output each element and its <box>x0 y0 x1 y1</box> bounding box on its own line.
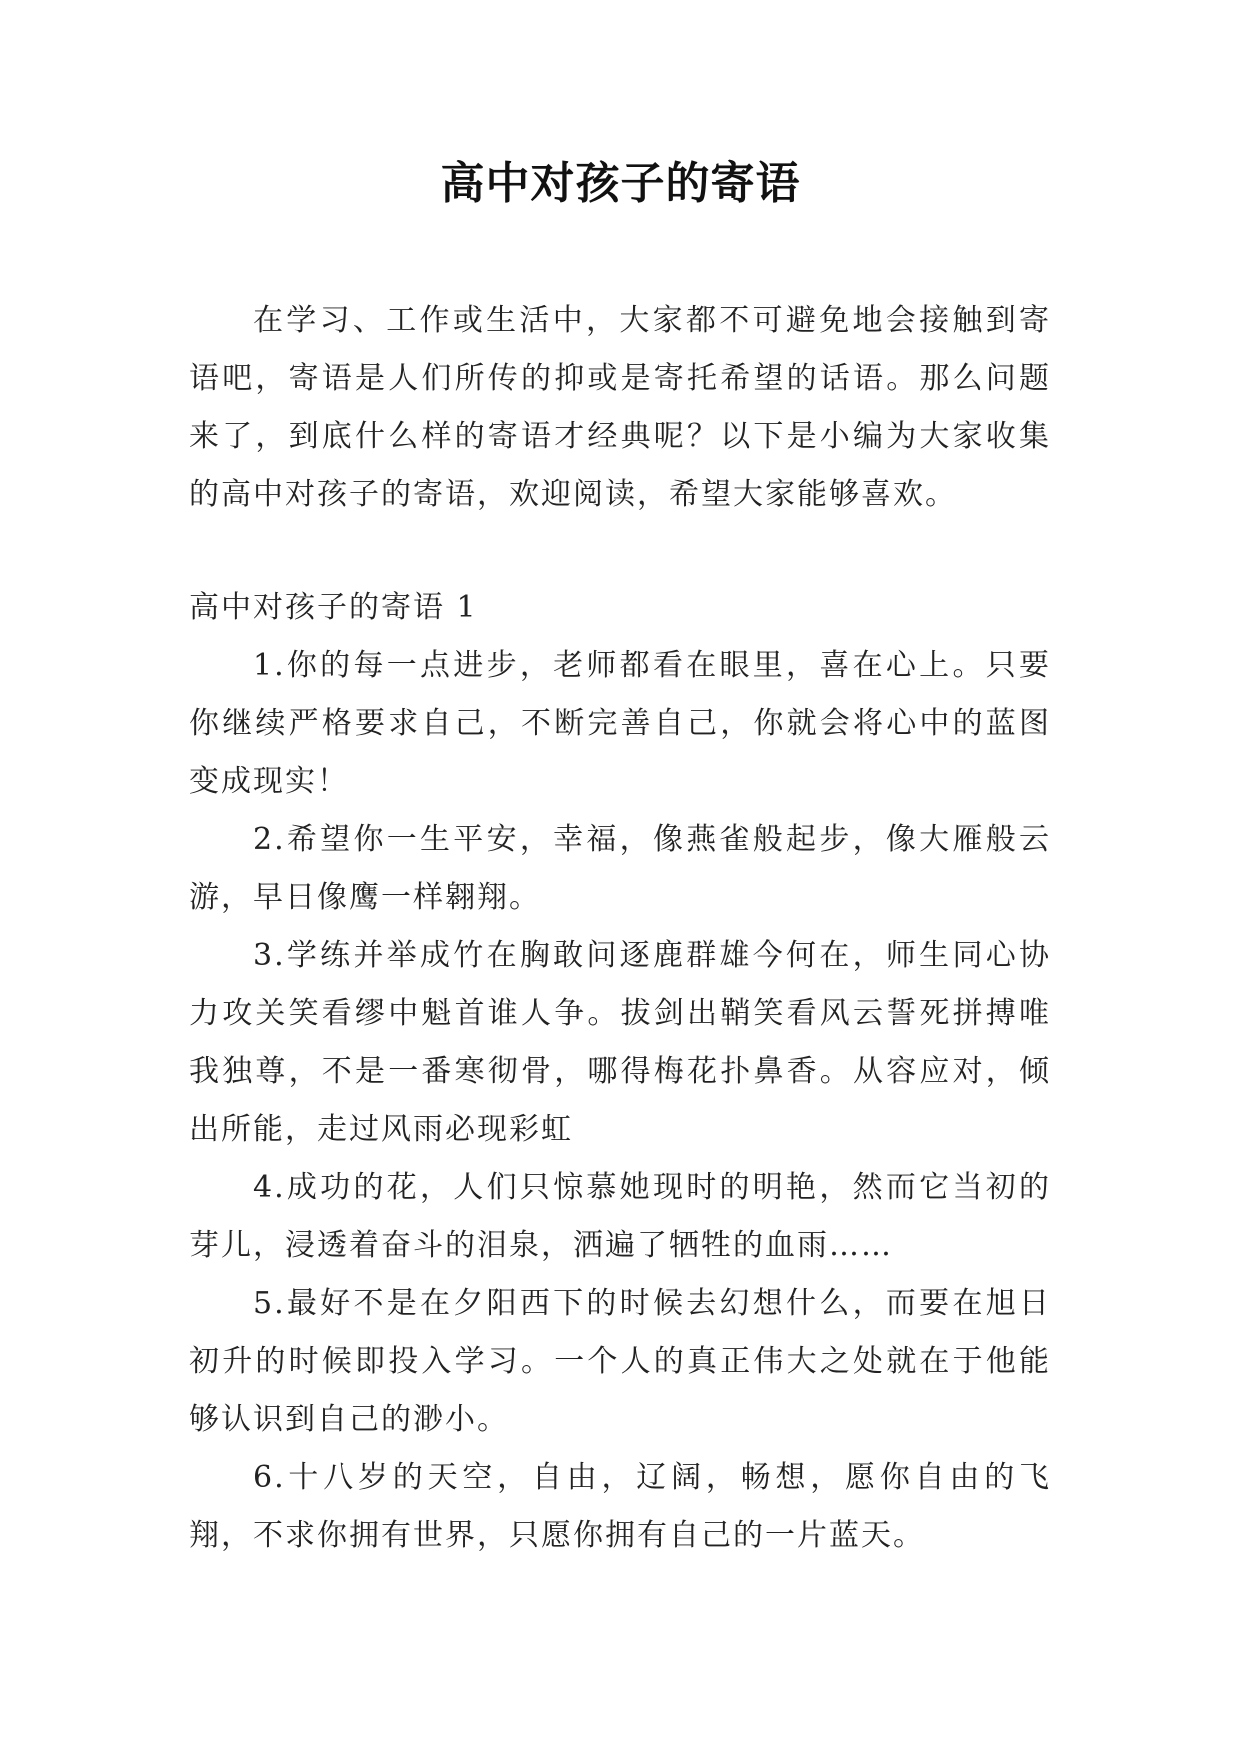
document-title: 高中对孩子的寄语 <box>440 158 801 209</box>
document-body <box>189 292 1051 1565</box>
message-item-5: 5.最好不是在夕阳西下的时候去幻想什么，而要在旭日初升的时候即投入学习。一个人的真正伟大之处就在于他能够认识到自己的渺小。 <box>189 1286 1051 1437</box>
message-item-6: 6.十八岁的天空，自由，辽阔，畅想，愿你自由的飞翔，不求你拥有世界，只愿你拥有自己的一片蓝天。 <box>189 1460 1051 1553</box>
intro-paragraph: 在学习、工作或生活中，大家都不可避免地会接触到寄语吧，寄语是人们所传的抑或是寄托希望的话语。那么问题来了，到底什么样的寄语才经典呢？以下是小编为大家收集的高中对孩子的寄语，欢迎阅读，希望大家能够喜欢。 <box>189 303 1051 512</box>
message-item-3: 3.学练并举成竹在胸敢问逐鹿群雄今何在，师生同心协力攻关笑看缪中魁首谁人争。拔剑出鞘笑看风云誓死拼搏唯我独尊，不是一番寒彻骨，哪得梅花扑鼻香。从容应对，倾出所能，走过风雨必现彩虹 <box>189 938 1051 1147</box>
section-heading: 高中对孩子的寄语 1 <box>189 590 478 625</box>
message-item-2: 2.希望你一生平安，幸福，像燕雀般起步，像大雁般云游，早日像鹰一样翱翔。 <box>189 822 1051 915</box>
message-item-4: 4.成功的花，人们只惊慕她现时的明艳，然而它当初的芽儿，浸透着奋斗的泪泉，洒遍了牺牲的血雨…… <box>189 1170 1051 1263</box>
message-item-1: 1.你的每一点进步，老师都看在眼里，喜在心上。只要你继续严格要求自己，不断完善自己，你就会将心中的蓝图变成现实！ <box>189 648 1051 799</box>
